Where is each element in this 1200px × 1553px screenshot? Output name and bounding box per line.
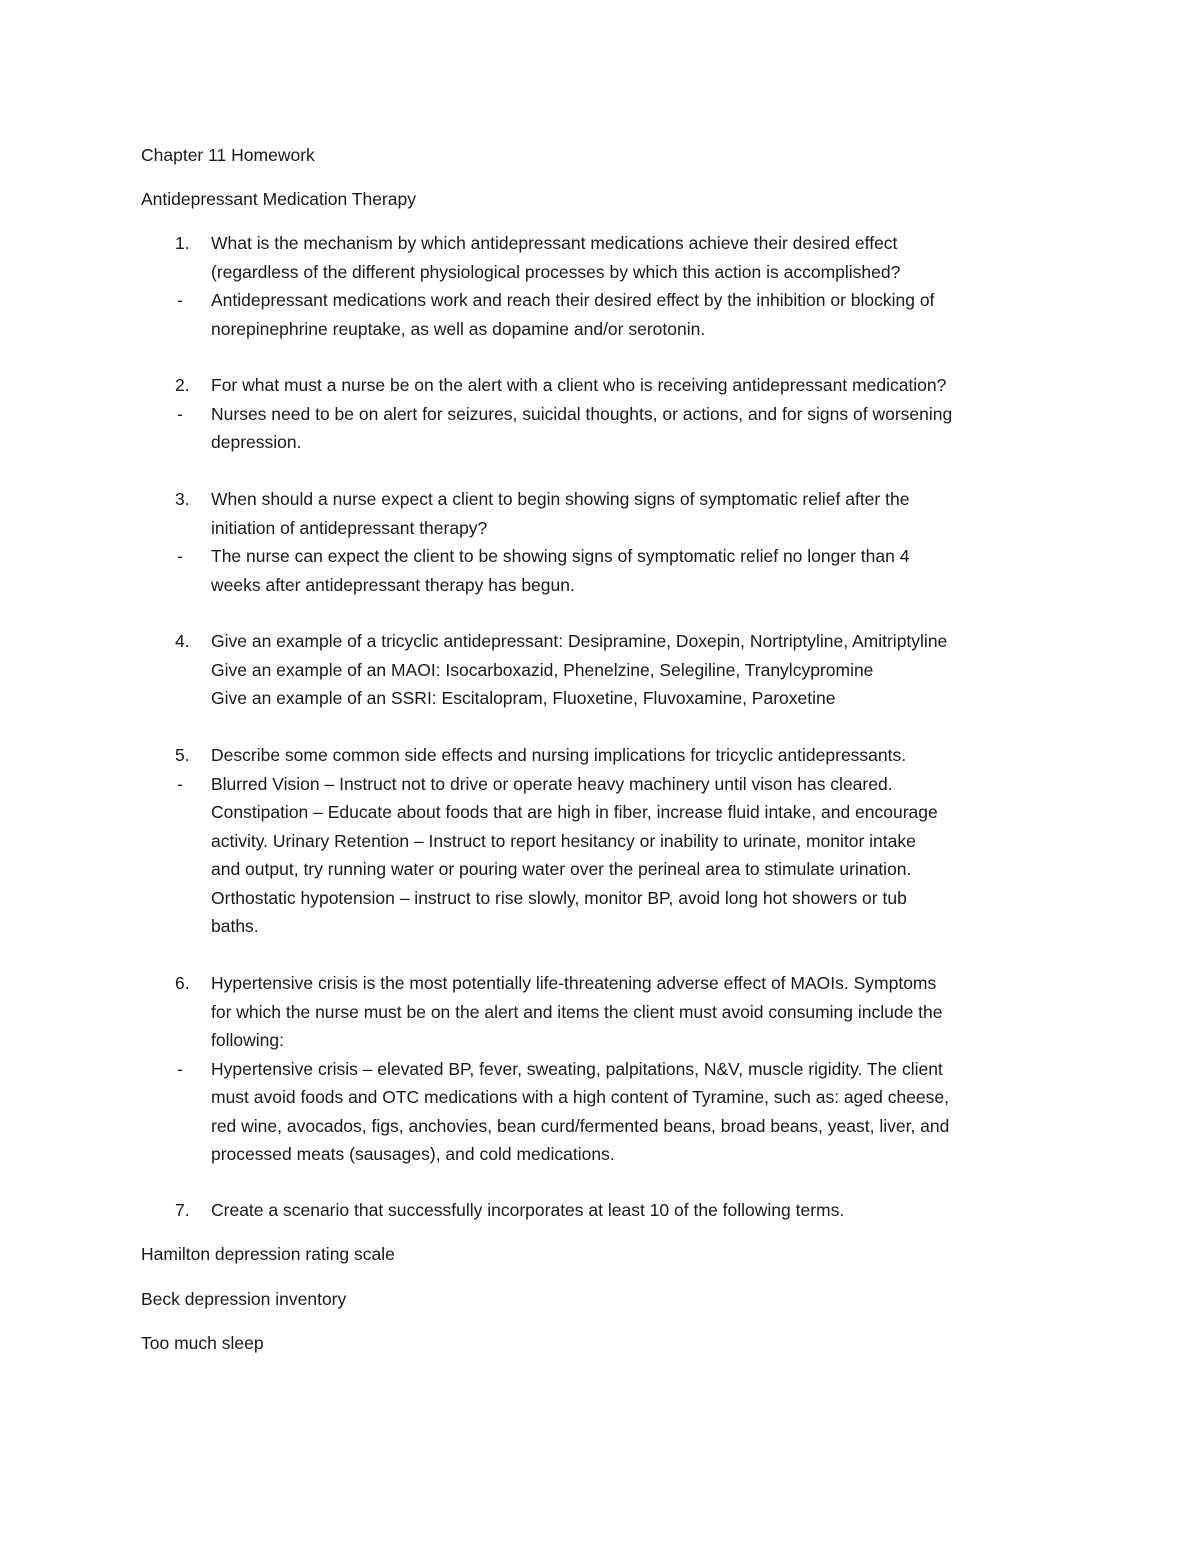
question-line: following: (211, 1030, 284, 1050)
answer-line: processed meats (sausages), and cold medications. (211, 1144, 615, 1164)
answer-line: weeks after antidepressant therapy has begun. (211, 574, 575, 595)
item-number: 2. (175, 375, 190, 395)
answer-dash: - (177, 403, 183, 424)
question-line: When should a nurse expect a client to begin showing signs of symptomatic relief after the (211, 489, 910, 509)
answer-line: The nurse can expect the client to be showing signs of symptomatic relief no longer than 4 (211, 546, 910, 566)
answer-line: activity. Urinary Retention – Instruct to report hesitancy or inability to urinate, monitor intake (211, 830, 916, 851)
item-number: 1. (175, 233, 190, 253)
answer-dash: - (177, 773, 183, 794)
term-line: Hamilton depression rating scale (141, 1244, 395, 1264)
question-line: Give an example of a tricyclic antidepressant: Desipramine, Doxepin, Nortriptyline, Amitriptyline (211, 631, 948, 651)
answer-line: Hypertensive crisis – elevated BP, fever, sweating, palpitations, N&V, muscle rigidity. The client (211, 1058, 943, 1079)
item-number: 5. (175, 745, 190, 765)
document-subtitle: Antidepressant Medication Therapy (141, 189, 416, 209)
item-number: 6. (175, 973, 190, 993)
term-line: Beck depression inventory (141, 1289, 347, 1309)
question-line: Describe some common side effects and nursing implications for tricyclic antidepressants. (211, 745, 907, 765)
question-line: Hypertensive crisis is the most potentially life-threatening adverse effect of MAOIs. Symptoms (211, 973, 937, 993)
item-number: 7. (175, 1200, 190, 1220)
term-line: Too much sleep (141, 1333, 264, 1353)
answer-line: depression. (211, 432, 302, 452)
question-line: Give an example of an SSRI: Escitalopram, Fluoxetine, Fluvoxamine, Paroxetine (211, 688, 836, 708)
list-item-4 (173, 627, 1073, 713)
answer-line: Nurses need to be on alert for seizures, suicidal thoughts, or actions, and for signs of worsening (211, 403, 953, 424)
document-title: Chapter 11 Homework (141, 145, 315, 165)
question-line: initiation of antidepressant therapy? (211, 517, 488, 538)
answer-line: and output, try running water or pouring water over the perineal area to stimulate urination. (211, 859, 912, 879)
question-line: What is the mechanism by which antidepressant medications achieve their desired effect (211, 233, 898, 253)
question-line: For what must a nurse be on the alert with a client who is receiving antidepressant medication? (211, 375, 947, 395)
answer-line: Orthostatic hypotension – instruct to rise slowly, monitor BP, avoid long hot showers or tub (211, 887, 907, 908)
answer-line: must avoid foods and OTC medications with a high content of Tyramine, such as: aged cheese, (211, 1087, 949, 1107)
list-item-3 (173, 485, 1073, 599)
answer-line: Antidepressant medications work and reach their desired effect by the inhibition or blocking of (211, 290, 935, 310)
question-line: for which the nurse must be on the alert and items the client must avoid consuming include the (211, 1001, 943, 1022)
question-line: Give an example of an MAOI: Isocarboxazid, Phenelzine, Selegiline, Tranylcypromine (211, 659, 874, 680)
answer-line: red wine, avocados, figs, anchovies, bean curd/fermented beans, broad beans, yeast, liver, and (211, 1115, 950, 1136)
question-line: Create a scenario that successfully incorporates at least 10 of the following terms. (211, 1200, 845, 1220)
list-item-6 (173, 969, 1073, 1169)
list-item-1 (173, 229, 1073, 343)
answer-line: baths. (211, 916, 259, 936)
answer-line: Blurred Vision – Instruct not to drive or operate heavy machinery until vison has cleared. (211, 773, 893, 794)
list-item-2 (173, 371, 1073, 457)
list-item-7 (173, 1196, 1073, 1225)
answer-line: norepinephrine reuptake, as well as dopamine and/or serotonin. (211, 318, 706, 339)
answer-line: Constipation – Educate about foods that are high in fiber, increase fluid intake, and encourage (211, 802, 938, 822)
item-number: 3. (175, 489, 190, 509)
list-item-5 (173, 741, 1073, 941)
answer-dash: - (177, 546, 183, 566)
answer-dash: - (177, 290, 183, 310)
item-number: 4. (175, 631, 190, 651)
answer-dash: - (177, 1058, 183, 1079)
question-line: (regardless of the different physiological processes by which this action is accomplished? (211, 261, 901, 282)
